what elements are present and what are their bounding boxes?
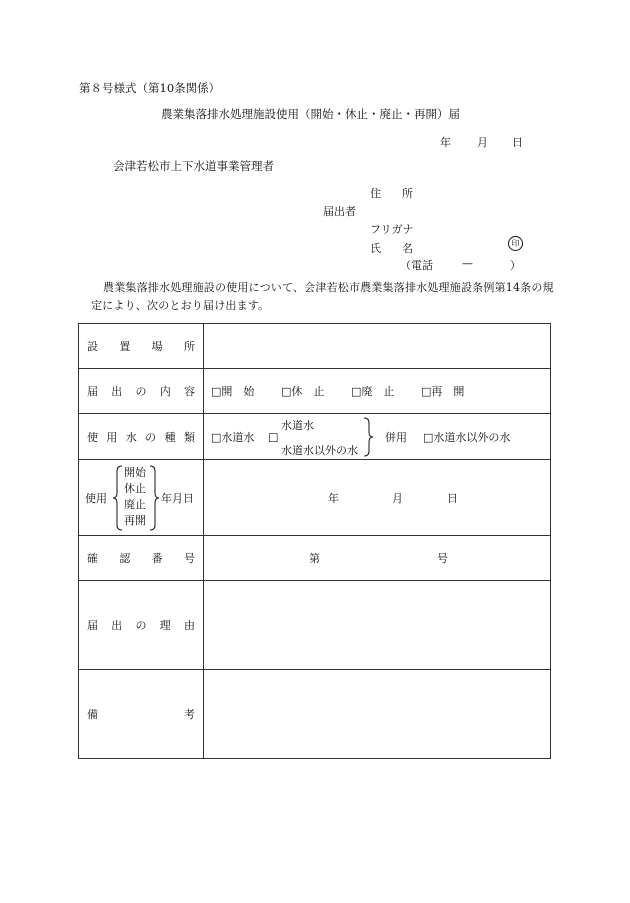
usage-date-label: 使用 開始 休止 廃止 再開 年月日: [79, 460, 204, 536]
location-row: [79, 324, 551, 369]
form-number: 第８号様式（第10条関係）: [79, 81, 221, 95]
body-text: 農業集落排水処理施設の使用について、会津若松市農業集落排水処理施設条例第14条の規定により、次のとおり届け出ます。: [91, 281, 554, 312]
option-non-tap-water-checkbox[interactable]: □水道水以外の水: [423, 430, 511, 444]
location-label: 設 置 場 所: [79, 324, 204, 369]
option-start-checkbox[interactable]: □開 始: [211, 385, 255, 398]
usage-date-day: 日: [447, 491, 458, 505]
usage-date-year: 年: [328, 491, 339, 505]
reason-row: [79, 581, 551, 670]
remarks-field[interactable]: [204, 670, 551, 759]
water-type-label: 使 用 水 の 種 類: [79, 414, 204, 460]
content-row: [79, 369, 551, 414]
reason-field[interactable]: [204, 581, 551, 670]
option-suspend-checkbox[interactable]: □休 止: [281, 385, 325, 398]
confirmation-prefix: 第: [309, 552, 320, 565]
document-title: 農業集落排水処理施設使用（開始・休止・廃止・再開）届: [161, 107, 460, 121]
option-combined-checkbox[interactable]: □: [268, 430, 279, 443]
notification-form-table: [78, 323, 551, 759]
content-options: [204, 369, 551, 414]
option-resume-checkbox[interactable]: □再 開: [421, 385, 465, 398]
header-date-month: 月: [477, 136, 488, 149]
content-label: 届 出 の 内 容: [79, 369, 204, 414]
usage-date-month: 月: [392, 491, 403, 505]
usage-date-row: [79, 460, 551, 536]
right-brace-icon: [149, 465, 159, 531]
combined-sub-tap: 水道水: [281, 419, 314, 432]
notifier-label: 届出者: [323, 205, 356, 218]
option-abolish-checkbox[interactable]: □廃 止: [351, 385, 395, 398]
water-type-options: [204, 414, 551, 460]
furigana-label: フリガナ: [370, 223, 414, 236]
confirmation-suffix: 号: [437, 552, 448, 565]
usage-date-field[interactable]: [204, 460, 551, 536]
phone-close: ）: [510, 259, 521, 272]
seal-icon: 印: [508, 236, 523, 251]
location-field[interactable]: [204, 324, 551, 369]
phone-dash: —: [462, 257, 473, 270]
address-label: 住所: [370, 187, 434, 200]
name-label: 氏名: [370, 242, 434, 255]
header-date-day: 日: [512, 136, 523, 149]
remarks-row: [79, 670, 551, 759]
remarks-label: 備 考: [79, 670, 204, 759]
phone-label: （電話: [400, 259, 433, 272]
addressee: 会津若松市上下水道事業管理者: [113, 159, 274, 173]
combined-sub-non-tap: 水道水以外の水: [281, 444, 358, 457]
water-type-row: [79, 414, 551, 460]
reason-label: 届 出 の 理 由: [79, 581, 204, 670]
confirmation-number-label: 確 認 番 号: [79, 536, 204, 581]
option-tap-water-checkbox[interactable]: □水道水: [211, 430, 255, 444]
confirmation-number-field[interactable]: [204, 536, 551, 581]
confirmation-number-row: [79, 536, 551, 581]
combined-label: 併用: [385, 430, 407, 444]
header-date-year: 年: [440, 136, 451, 149]
right-brace-icon: [362, 417, 374, 457]
left-brace-icon: [113, 465, 123, 531]
